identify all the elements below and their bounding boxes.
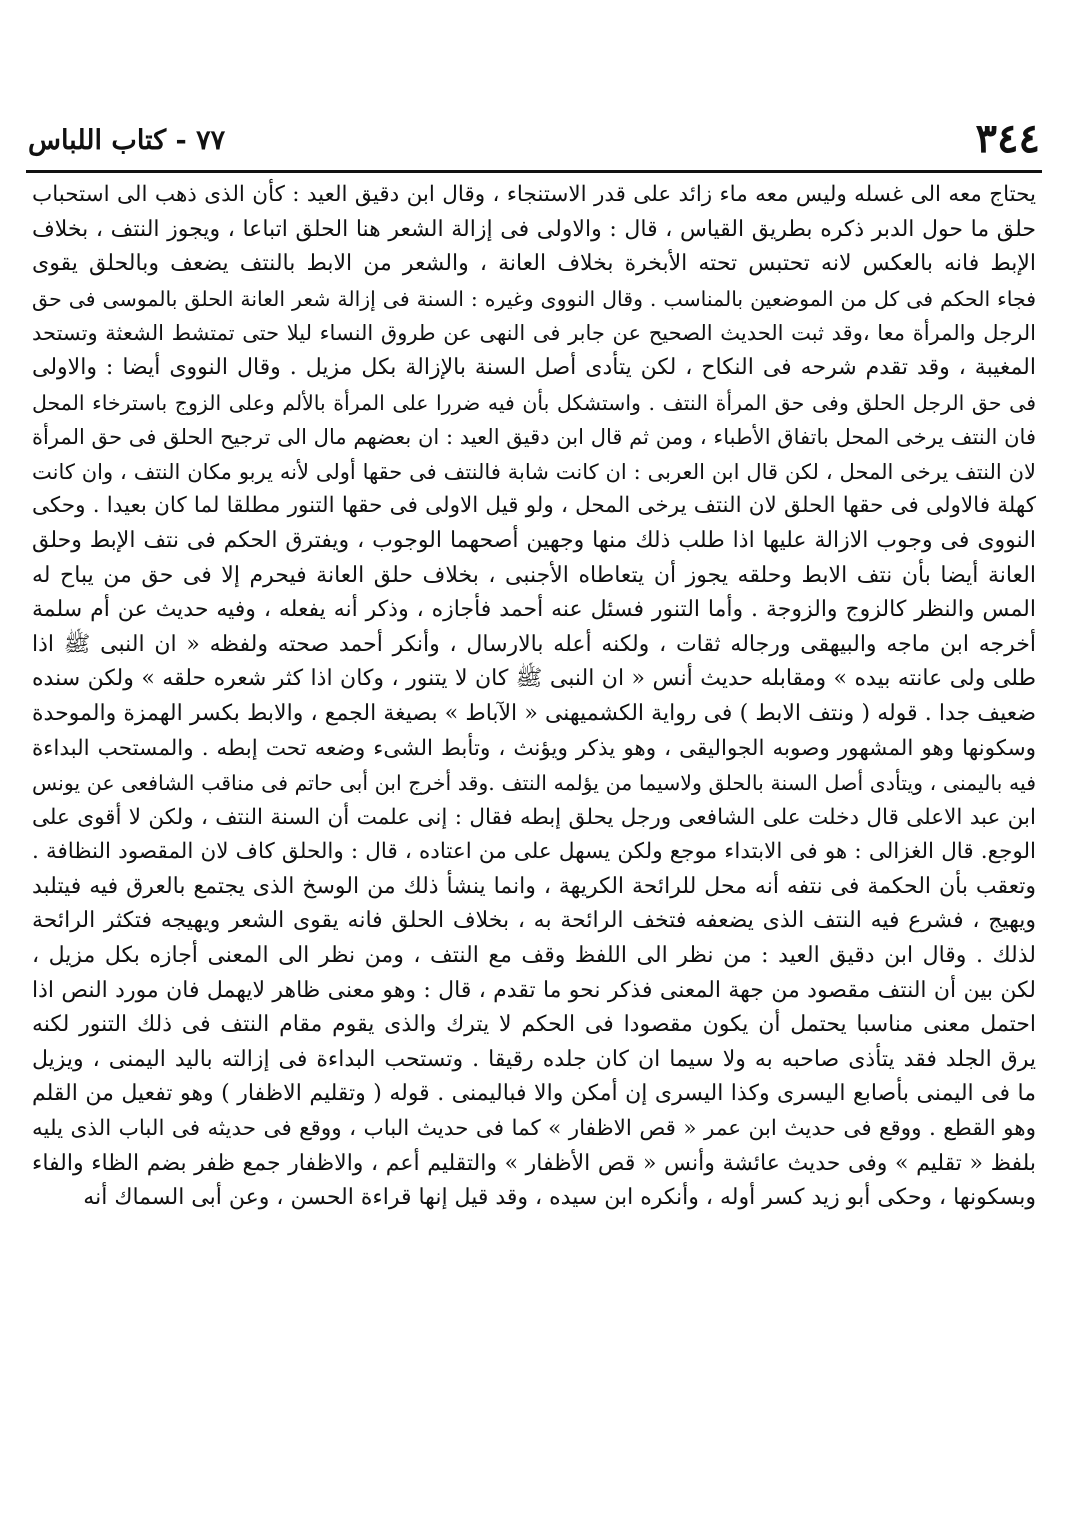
text-line: وسكونها وهو المشهور وصوبه الجواليقى ، وهو يذكر ويؤنث ، وتأبط الشىء وضعه تحت إبطه . والمستحب البداءة	[32, 735, 1036, 761]
text-line: وبسكونها ، وحكى أبو زيد كسر أوله ، وأنكره ابن سيده ، وقد قيل إنها قراءة الحسن ، وعن أبى السماك أنه	[83, 1185, 1036, 1211]
text-line: وتعقب بأن الحكمة فى نتفه أنه محل للرائحة الكريهة ، وانما ينشأ ذلك من الوسخ الذى يجتمع بالعرق فيه فيتلبد	[32, 873, 1036, 899]
body-text	[32, 178, 1036, 1216]
text-line: ويهيج ، فشرع فيه النتف الذى يضعفه فتخف الرائحة به ، بخلاف الحلق فانه يقوى الشعر ويهيجه فتكثر الرائحة	[32, 908, 1036, 934]
text-line: حلق ما حول الدبر ذكره بطريق القياس ، قال : والاولى فى إزالة الشعر هنا الحلق اتباعا ، ويجوز النتف ، بخلاف	[32, 216, 1036, 242]
text-line: المس والنظر كالزوج والزوجة . وأما التنور فسئل عنه أحمد فأجازه ، وذكر أنه يفعله ، وفيه حديث عن أم سلمة	[32, 597, 1036, 623]
text-line: لان النتف يرخى المحل ، لكن قال ابن العربى : ان كانت شابة فالنتف فى حقها أولى لأنه يربو مكان النتف ، وان كانت	[32, 459, 1036, 484]
text-line: لذلك . وقال ابن دقيق العيد : من نظر الى اللفظ وقف مع النتف ، ومن نظر الى المعنى أجازه بكل مزيل ،	[32, 943, 1036, 969]
text-line: فى حق الرجل الحلق وفى حق المرأة النتف . واستشكل بأن فيه ضررا على المرأة بالألم وعلى الزوج باسترخاء المحل	[32, 390, 1036, 415]
header-rule	[26, 170, 1042, 173]
text-line: النووى فى وجوب الازالة عليها اذا طلب ذلك منها وجهين أصحهما الوجوب ، ويفترق الحكم فى نتف الإبط وحلق	[32, 527, 1036, 553]
running-title: ٧٧ - كتاب اللباس	[28, 125, 226, 156]
text-line: فجاء الحكم فى كل من الموضعين بالمناسب . وقال النووى وغيره : السنة فى إزالة شعر العانة الحلق بالموسى فى حق	[32, 286, 1036, 311]
text-line: بلفظ « تقليم » وفى حديث عائشة وأنس « قص الأظفار » والتقليم أعم ، والاظفار جمع ظفر بضم الظاء والفاء	[32, 1150, 1036, 1176]
text-line: ضعيف جدا . قوله ( ونتف الابط ) فى رواية الكشميهنى « الآباط » بصيغة الجمع ، والابط بكسر الهمزة والموحدة	[32, 700, 1036, 726]
page-number: ٣٤٤	[975, 115, 1040, 162]
text-line: أخرجه ابن ماجه والبيهقى ورجاله ثقات ، ولكنه أعله بالارسال ، وأنكر أحمد صحته ولفظه « ان النبى ﷺ اذا	[32, 631, 1036, 657]
text-line: ما فى اليمنى بأصابع اليسرى وكذا اليسرى إن أمكن والا فباليمنى . قوله ( وتقليم الاظفار ) وهو تفعيل من القلم	[32, 1081, 1036, 1107]
text-line: طلى ولى عانته بيده » ومقابله حديث أنس « ان النبى ﷺ كان لا يتنور ، وكان اذا كثر شعره حلقه » ولكن سنده	[32, 666, 1036, 692]
text-line: ابن عبد الاعلى قال دخلت على الشافعى ورجل يحلق إبطه فقال : إنى علمت أن السنة النتف ، ولكن لا أقوى على	[32, 804, 1036, 830]
text-line: الوجع. قال الغزالى : هو فى الابتداء موجع ولكن يسهل على من اعتاده ، قال : والحلق كاف لان المقصود النظافة .	[32, 839, 1036, 865]
text-line: فان النتف يرخى المحل باتفاق الأطباء ، ومن ثم قال ابن دقيق العيد : ان بعضهم مال الى ترجيح الحلق فى حق المرأة	[32, 425, 1036, 450]
text-line: يرق الجلد فقد يتأذى صاحبه به ولا سيما ان كان جلده رقيقا . وتستحب البداءة فى إزالته باليد اليمنى ، ويزيل	[32, 1046, 1036, 1072]
text-line: لكن بين أن النتف مقصود من جهة المعنى فذكر نحو ما تقدم ، قال : وهو معنى ظاهر لايهمل فان مورد النص اذا	[32, 977, 1036, 1003]
text-line: كهلة فالاولى فى حقها الحلق لان النتف يرخى المحل ، ولو قيل الاولى فى حقها التنور مطلقا لما كان بعيدا . وحكى	[32, 493, 1036, 519]
text-line: العانة أيضا بأن نتف الابط وحلقه يجوز أن يتعاطاه الأجنبى ، بخلاف حلق العانة فيحرم إلا فى حق من يباح له	[32, 562, 1036, 588]
text-line: المغيبة ، وقد تقدم شرحه فى النكاح ، لكن يتأدى أصل السنة بالإزالة بكل مزيل . وقال النووى أيضا : والاولى	[32, 354, 1036, 380]
text-line: الرجل والمرأة معا ،وقد ثبت الحديث الصحيح عن جابر فى النهى عن طروق النساء ليلا حتى تمتشط الشعثة وتستحد	[32, 321, 1036, 346]
text-line: وهو القطع . ووقع فى حديث ابن عمر « قص الاظفار » كما فى حديث الباب ، ووقع فى حديثه فى الباب الذى يليه	[32, 1116, 1036, 1142]
text-line: يحتاج معه الى غسله وليس معه ماء زائد على قدر الاستنجاء ، وقال ابن دقيق العيد : كأن الذى ذهب الى استحباب	[32, 182, 1036, 207]
text-line: الإبط فانه بالعكس لانه تحتبس تحته الأبخرة بخلاف العانة ، والشعر من الابط بالنتف يضعف وبالحلق يقوى	[32, 251, 1036, 277]
text-line: فيه باليمنى ، ويتأدى أصل السنة بالحلق ولاسيما من يؤلمه النتف .وقد أخرج ابن أبى حاتم فى مناقب الشافعى عن يونس	[32, 771, 1036, 796]
text-line: احتمل معنى مناسبا يحتمل أن يكون مقصودا فى الحكم لا يترك والذى يقوم مقام النتف فى ذلك التنور لكنه	[32, 1012, 1036, 1038]
